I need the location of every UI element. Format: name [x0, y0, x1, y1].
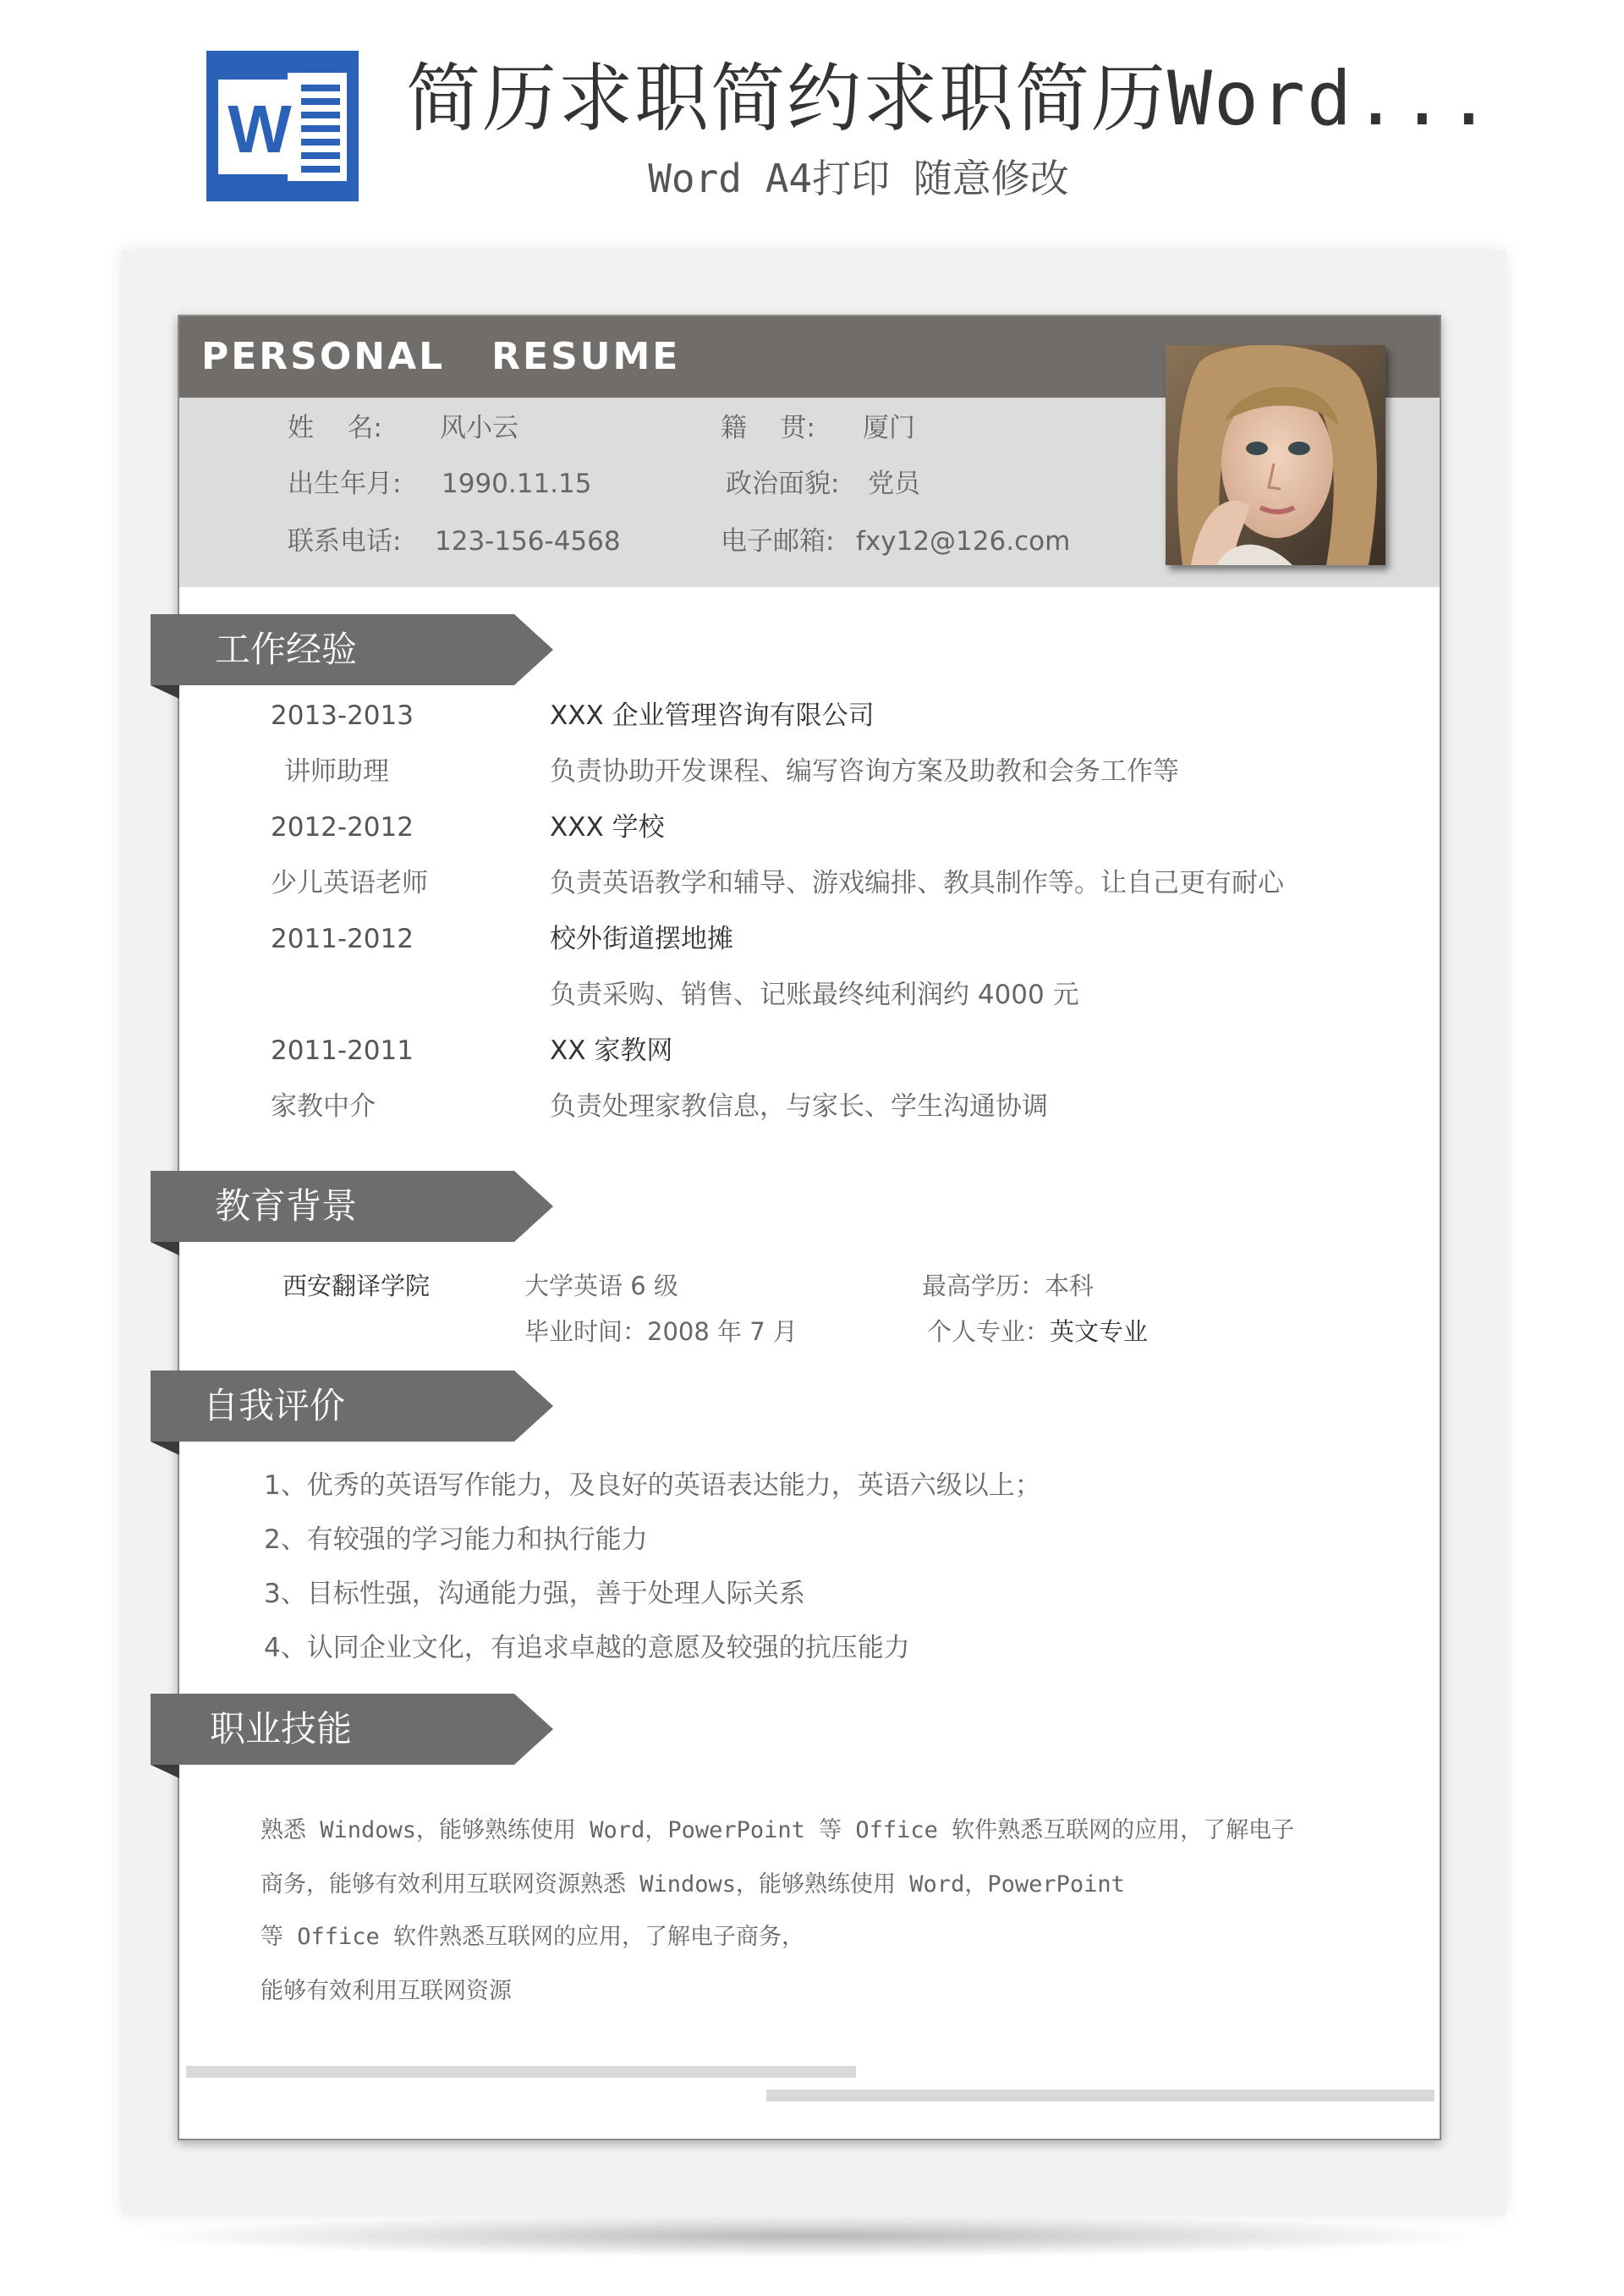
- work-row-right: XXX 学校: [550, 812, 665, 843]
- section-title-evaluation: 自我评价: [203, 1385, 346, 1426]
- education-major: [927, 1315, 1148, 1348]
- banner-title: 简历求职简约求职简历Word...: [406, 55, 1493, 142]
- name-value: 风小云: [440, 413, 518, 443]
- phone-value: 123-156-4568: [435, 526, 621, 557]
- birth-label: 出生年月:: [288, 469, 402, 499]
- work-row-right: 负责英语教学和辅导、游戏编排、教具制作等。让自己更有耐心: [550, 868, 1284, 898]
- section-tag-evaluation: [151, 1370, 557, 1455]
- work-row-right: XXX 企业管理咨询有限公司: [550, 700, 875, 731]
- portrait-photo: [1166, 345, 1385, 565]
- work-row-right: 负责协助开发课程、编写咨询方案及助教和会务工作等: [550, 756, 1179, 787]
- birth-value: 1990.11.15: [442, 469, 592, 499]
- phone-label: 联系电话:: [288, 526, 402, 557]
- work-row-left: 家教中介: [271, 1091, 376, 1122]
- footer-bar-left: [186, 2066, 856, 2078]
- resume-heading: PERSONAL RESUME: [201, 335, 681, 378]
- section-tag-education: [151, 1171, 557, 1255]
- section-tag-work: [151, 614, 557, 699]
- work-row-left: 2011-2012: [271, 924, 414, 954]
- banner-subtitle: Word A4打印 随意修改: [648, 156, 1069, 201]
- evaluation-item: 2、有较强的学习能力和执行能力: [264, 1524, 648, 1555]
- politics-label: 政治面貌:: [726, 469, 840, 499]
- evaluation-item: 3、目标性强，沟通能力强，善于处理人际关系: [264, 1579, 805, 1609]
- major-value: 英文专业: [1050, 1317, 1149, 1346]
- work-row-left: 讲师助理: [284, 756, 389, 787]
- skills-line: 熟悉 Windows，能够熟练使用 Word，PowerPoint 等 Office 软件熟悉互联网的应用，了解电子: [261, 1817, 1295, 1843]
- work-row-right: 负责采购、销售、记账最终纯利润约 4000 元: [550, 980, 1079, 1010]
- section-title-education: 教育背景: [215, 1185, 358, 1227]
- major-label: 个人专业：: [927, 1317, 1051, 1346]
- evaluation-item: 4、认同企业文化，有追求卓越的意愿及较强的抗压能力: [264, 1633, 910, 1663]
- frame-shadow: [144, 2215, 1480, 2257]
- work-row-left: 少儿英语老师: [271, 868, 428, 898]
- origin-value: 厦门: [863, 413, 915, 443]
- education-cet: 大学英语 6 级: [524, 1272, 678, 1300]
- evaluation-item: 1、优秀的英语写作能力，及良好的英语表达能力，英语六级以上；: [264, 1470, 1041, 1501]
- work-row-left: 2013-2013: [271, 700, 414, 731]
- name-label: 姓 名:: [288, 413, 382, 443]
- logo-letter: W: [228, 91, 292, 167]
- work-row-right: XX 家教网: [550, 1035, 673, 1066]
- work-row-right: 校外街道摆地摊: [550, 924, 733, 954]
- section-title-work: 工作经验: [215, 629, 358, 670]
- section-tag-skills: [151, 1694, 557, 1778]
- origin-label: 籍 贯:: [721, 413, 815, 443]
- skills-line: 能够有效利用互联网资源: [261, 1978, 512, 2004]
- email-label: 电子邮箱:: [721, 526, 835, 557]
- section-title-skills: 职业技能: [210, 1708, 353, 1749]
- politics-value: 党员: [868, 469, 920, 499]
- footer-bar-right: [766, 2090, 1435, 2101]
- skills-line: 等 Office 软件熟悉互联网的应用，了解电子商务，: [261, 1924, 805, 1950]
- work-row-right: 负责处理家教信息，与家长、学生沟通协调: [550, 1091, 1048, 1122]
- education-graduation: 毕业时间：2008 年 7 月: [524, 1317, 798, 1346]
- work-row-left: 2011-2011: [271, 1035, 414, 1066]
- skills-line: 商务，能够有效利用互联网资源熟悉 Windows，能够熟练使用 Word，PowerPoint: [261, 1871, 1125, 1898]
- education-degree: 最高学历：本科: [922, 1272, 1095, 1300]
- resume-page: [178, 315, 1441, 2140]
- education-school: 西安翻译学院: [283, 1272, 431, 1300]
- email-value: fxy12@126.com: [856, 526, 1071, 557]
- work-row-left: 2012-2012: [271, 812, 414, 843]
